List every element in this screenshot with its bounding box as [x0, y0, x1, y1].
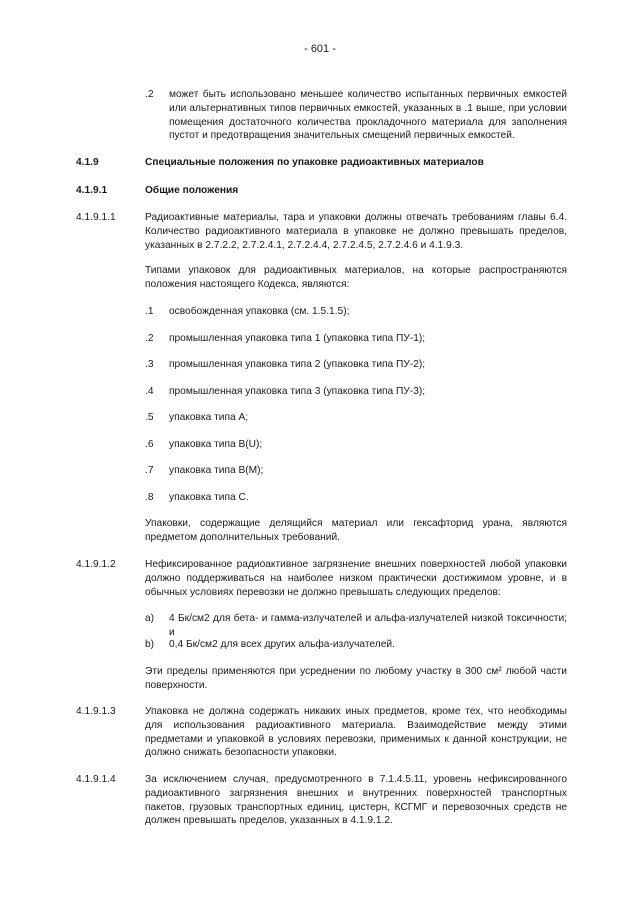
list-item-text: упаковка типа В(М); [169, 465, 264, 476]
list-item-text: может быть использовано меньшее количество испытанных первичных емкостей или альтернативных типов первичных емкостей, указанных в .1 выше, при условии помещения достаточного количества прокладочного материала для заполнения пустот и предотвращения значительных смещений первичных емкостей. [169, 89, 567, 142]
section-number: 4.1.9.1.1 [76, 212, 116, 223]
list-item-mark: .1 [145, 306, 154, 317]
list-item-text: 0,4 Бк/см2 для всех других альфа-излучателей. [169, 639, 395, 650]
list-item-mark: .2 [145, 89, 154, 100]
list-item-text: промышленная упаковка типа 3 (упаковка типа ПУ-3); [169, 386, 426, 397]
paragraph: За исключением случая, предусмотренного в 7.1.4.5.11, уровень нефиксированного радиоактивного загрязнения внешних и внутренних поверхностей транспортных пакетов, грузовых транспортных единиц, цистерн, КСГМГ и перевозочных средств не должен превышать пределов, указанных в 4.1.9.1.2. [145, 774, 567, 827]
list-item-mark: .6 [145, 439, 154, 450]
section-title: Специальные положения по упаковке радиоактивных материалов [145, 157, 484, 168]
section-number: 4.1.9.1.3 [76, 706, 116, 717]
section-number: 4.1.9 [76, 157, 99, 168]
paragraph: Радиоактивные материалы, тара и упаковки должны отвечать требованиям главы 6.4. Количество радиоактивного материала в упаковке не должно превышать пределов, указанных в 2.7.2.2, 2.7.2.4.1, 2.7.2.4.4, 2.7.2.4.5, 2.7.2.4.6 и 4.1.9.3. [145, 212, 567, 251]
paragraph: Нефиксированное радиоактивное загрязнение внешних поверхностей любой упаковки должно поддерживаться на наиболее низком практически достижимом уровне, и в обычных условиях перевозки не должно превышать следующих пределов: [145, 559, 567, 598]
list-item-text: упаковка типа А; [169, 412, 249, 423]
list-item-mark: .7 [145, 465, 154, 476]
list-item-text: освобожденная упаковка (см. 1.5.1.5); [169, 306, 350, 317]
list-item-mark: .8 [145, 492, 154, 503]
list-item-text: промышленная упаковка типа 1 (упаковка типа ПУ-1); [169, 333, 426, 344]
section-title: Общие положения [145, 185, 239, 196]
section-number: 4.1.9.1.4 [76, 774, 116, 785]
list-item-mark: .4 [145, 386, 154, 397]
paragraph: Упаковки, содержащие делящийся материал или гексафторид урана, являются предметом дополнительных требований. [145, 518, 567, 543]
paragraph: Упаковка не должна содержать никаких иных предметов, кроме тех, что необходимы для использования радиоактивного материала. Взаимодействие между этими предметами и упаковкой в условиях перевозки, применимых к данной конструкции, не должно снижать безопасности упаковки. [145, 706, 567, 759]
list-item-mark: a) [145, 613, 155, 624]
list-item-text: упаковка типа С. [169, 492, 249, 503]
page-number: - 601 - [304, 43, 336, 55]
paragraph: Эти пределы применяются при усреднении по любому участку в 300 см² любой части поверхности. [145, 666, 567, 691]
list-item-text: 4 Бк/см2 для бета- и гамма-излучателей и альфа-излучателей низкой токсичности; и [169, 613, 567, 638]
section-number: 4.1.9.1.2 [76, 559, 116, 570]
list-item-mark: .5 [145, 412, 154, 423]
list-item-text: промышленная упаковка типа 2 (упаковка типа ПУ-2); [169, 359, 426, 370]
list-item-mark: .2 [145, 333, 154, 344]
list-item-mark: .3 [145, 359, 154, 370]
list-item-text: упаковка типа В(U); [169, 439, 263, 450]
list-item-mark: b) [145, 639, 155, 650]
section-number: 4.1.9.1 [76, 185, 108, 196]
paragraph: Типами упаковок для радиоактивных материалов, на которые распространяются положения настоящего Кодекса, являются: [145, 265, 567, 290]
